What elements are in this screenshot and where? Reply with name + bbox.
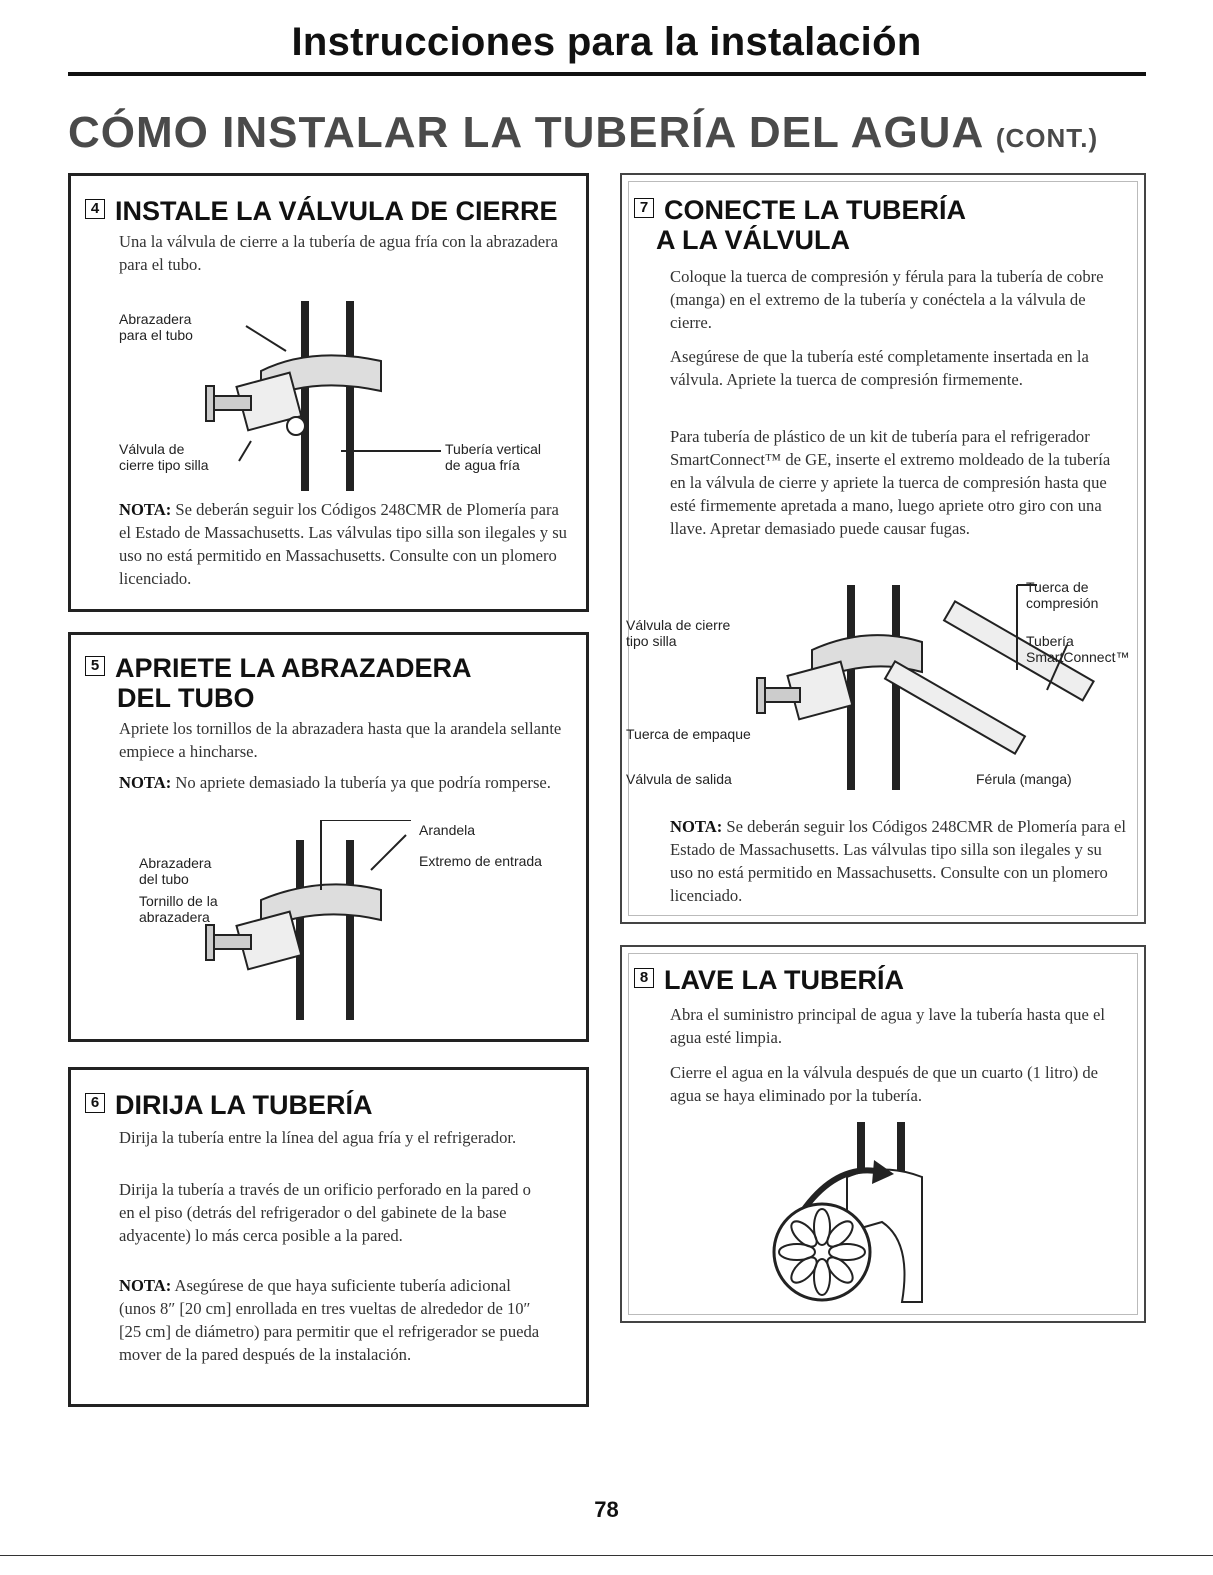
step-8-number: 8 bbox=[634, 968, 654, 988]
label-shutoff-valve bbox=[626, 617, 730, 649]
step-5-text: Apriete los tornillos de la abrazadera hasta que la arandela sellante empiece a hincharse. bbox=[119, 719, 562, 761]
label-clamp-1: Abrazadera bbox=[119, 311, 192, 327]
step-4-text: Una la válvula de cierre a la tubería de agua fría con la abrazadera para el tubo. bbox=[119, 232, 559, 274]
step-7-note-text: Se deberán seguir los Códigos 248CMR de Plomería para el Estado de Massachusetts. Las válvulas tipo silla son ilegales y su uso no está permitido en Massachusetts. Consulte con un plomero licenciado. bbox=[670, 817, 1126, 905]
label-pipe-clamp bbox=[139, 855, 211, 887]
label-clamp-screw-1: Tornillo de la bbox=[139, 893, 218, 909]
step-8-text-2: Cierre el agua en la válvula después de que un cuarto (1 litro) de agua se haya eliminado por la tubería. bbox=[670, 1063, 1099, 1105]
label-compression-nut bbox=[1026, 579, 1098, 611]
page-number: 78 bbox=[594, 1497, 619, 1522]
step-4-title bbox=[85, 196, 558, 226]
faucet-handle-figure bbox=[762, 1122, 982, 1312]
step-4-number: 4 bbox=[85, 199, 105, 219]
label-clamp-screw bbox=[139, 893, 218, 925]
step-4-title-text: INSTALE LA VÁLVULA DE CIERRE bbox=[115, 196, 558, 226]
label-packing-nut: Tuerca de empaque bbox=[626, 726, 751, 742]
label-ferrule: Férula (manga) bbox=[976, 771, 1072, 787]
step-7-note bbox=[670, 815, 1128, 907]
step-4-note-label: NOTA: bbox=[119, 500, 172, 519]
step-5-number: 5 bbox=[85, 656, 105, 676]
page-header: Instrucciones para la instalación bbox=[291, 20, 922, 64]
label-vertical-pipe-1: Tubería vertical bbox=[445, 441, 541, 457]
step-6-text-2: Dirija la tubería a través de un orificio perforado en la pared o en el piso (detrás del refrigerador o del gabinete de la base adyacente) lo más cerca posible a la pared. bbox=[119, 1180, 531, 1245]
step-5-title-1: APRIETE LA ABRAZADERA bbox=[115, 653, 472, 683]
step-7-title-2: A LA VÁLVULA bbox=[656, 225, 850, 255]
step-6-note bbox=[119, 1274, 549, 1366]
label-saddle-valve-2: cierre tipo silla bbox=[119, 457, 209, 473]
step-7-text-2: Asegúrese de que la tubería esté completamente insertada en la válvula. Apriete la tuerca de compresión firmemente. bbox=[670, 347, 1089, 389]
step-7-text-3: Para tubería de plástico de un kit de tubería para el refrigerador SmartConnect™ de GE, inserte el extremo moldeado de la tubería en la válvula de cierre y apriete la tuerca de compresión hasta que esté firmemente apretada a mano, luego apriete otro giro con una llave. Apretar demasiado puede causar fugas. bbox=[670, 427, 1111, 538]
step-7-note-label: NOTA: bbox=[670, 817, 723, 836]
step-7-title bbox=[634, 195, 966, 255]
step-6-title-text: DIRIJA LA TUBERÍA bbox=[115, 1090, 373, 1120]
label-pipe-clamp-2: del tubo bbox=[139, 871, 189, 887]
label-smartconnect-tube-1: Tubería bbox=[1026, 633, 1074, 649]
label-pipe-clamp-1: Abrazadera bbox=[139, 855, 212, 871]
label-outlet-valve: Válvula de salida bbox=[626, 771, 732, 787]
header-rule bbox=[68, 72, 1146, 76]
main-title bbox=[68, 108, 1098, 158]
label-smartconnect-tube bbox=[1026, 633, 1129, 665]
label-shutoff-valve-2: tipo silla bbox=[626, 633, 677, 649]
bottom-rule bbox=[0, 1555, 1213, 1556]
step-6-title bbox=[85, 1090, 373, 1120]
label-clamp-2: para el tubo bbox=[119, 327, 193, 343]
step-7-number: 7 bbox=[634, 198, 654, 218]
step-5-note bbox=[119, 771, 569, 794]
main-title-text: CÓMO INSTALAR LA TUBERÍA DEL AGUA bbox=[68, 108, 983, 157]
label-inlet-end: Extremo de entrada bbox=[419, 853, 542, 869]
step-4-note-text: Se deberán seguir los Códigos 248CMR de Plomería para el Estado de Massachusetts. Las válvulas tipo silla son ilegales y su uso no está permitido en Massachusetts. Consulte con un plomero licenciado. bbox=[119, 500, 567, 588]
label-washer: Arandela bbox=[419, 822, 476, 838]
label-smartconnect-tube-2: SmartConnect™ bbox=[1026, 649, 1130, 665]
step-6-box bbox=[68, 1067, 589, 1407]
step-5-title-2: DEL TUBO bbox=[117, 683, 255, 713]
step-7-text-1: Coloque la tuerca de compresión y férula para la tubería de cobre (manga) en el extremo de la tubería y conéctela a la válvula de cierre. bbox=[670, 267, 1104, 332]
label-vertical-pipe bbox=[445, 441, 541, 473]
label-clamp-screw-2: abrazadera bbox=[139, 909, 210, 925]
step-5-note-text: No apriete demasiado la tubería ya que podría romperse. bbox=[171, 773, 551, 792]
step-6-note-text: Asegúrese de que haya suficiente tubería adicional (unos 8″ [20 cm] enrollada en tres vueltas de alrededor de 10″ [25 cm] de diámetro) para permitir que el refrigerador se pueda mover de la pared después de la instalación. bbox=[119, 1276, 540, 1364]
step-6-note-label: NOTA: bbox=[119, 1276, 172, 1295]
label-saddle-valve-1: Válvula de bbox=[119, 441, 185, 457]
step-7-box bbox=[620, 173, 1146, 924]
step-6-text-1: Dirija la tubería entre la línea del agua fría y el refrigerador. bbox=[119, 1128, 517, 1147]
label-vertical-pipe-2: de agua fría bbox=[445, 457, 520, 473]
step-5-note-label: NOTA: bbox=[119, 773, 172, 792]
label-saddle-valve bbox=[119, 441, 208, 473]
label-shutoff-valve-1: Válvula de cierre bbox=[626, 617, 731, 633]
step-8-text-1: Abra el suministro principal de agua y lave la tubería hasta que el agua esté limpia. bbox=[670, 1005, 1105, 1047]
step-4-box bbox=[68, 173, 589, 612]
main-title-cont: (CONT.) bbox=[995, 123, 1099, 153]
label-compression-nut-2: compresión bbox=[1026, 595, 1099, 611]
step-5-title bbox=[85, 653, 472, 713]
label-compression-nut-1: Tuerca de bbox=[1026, 579, 1089, 595]
clamp-figure bbox=[111, 820, 551, 1030]
step-7-title-1: CONECTE LA TUBERÍA bbox=[664, 195, 966, 225]
step-8-title bbox=[634, 965, 904, 995]
step-8-title-text: LAVE LA TUBERÍA bbox=[664, 965, 904, 995]
step-6-number: 6 bbox=[85, 1093, 105, 1113]
step-4-note bbox=[119, 498, 569, 590]
step-5-box bbox=[68, 632, 589, 1042]
label-clamp bbox=[119, 311, 193, 343]
valve-connection-figure bbox=[642, 580, 1132, 795]
step-8-box bbox=[620, 945, 1146, 1323]
